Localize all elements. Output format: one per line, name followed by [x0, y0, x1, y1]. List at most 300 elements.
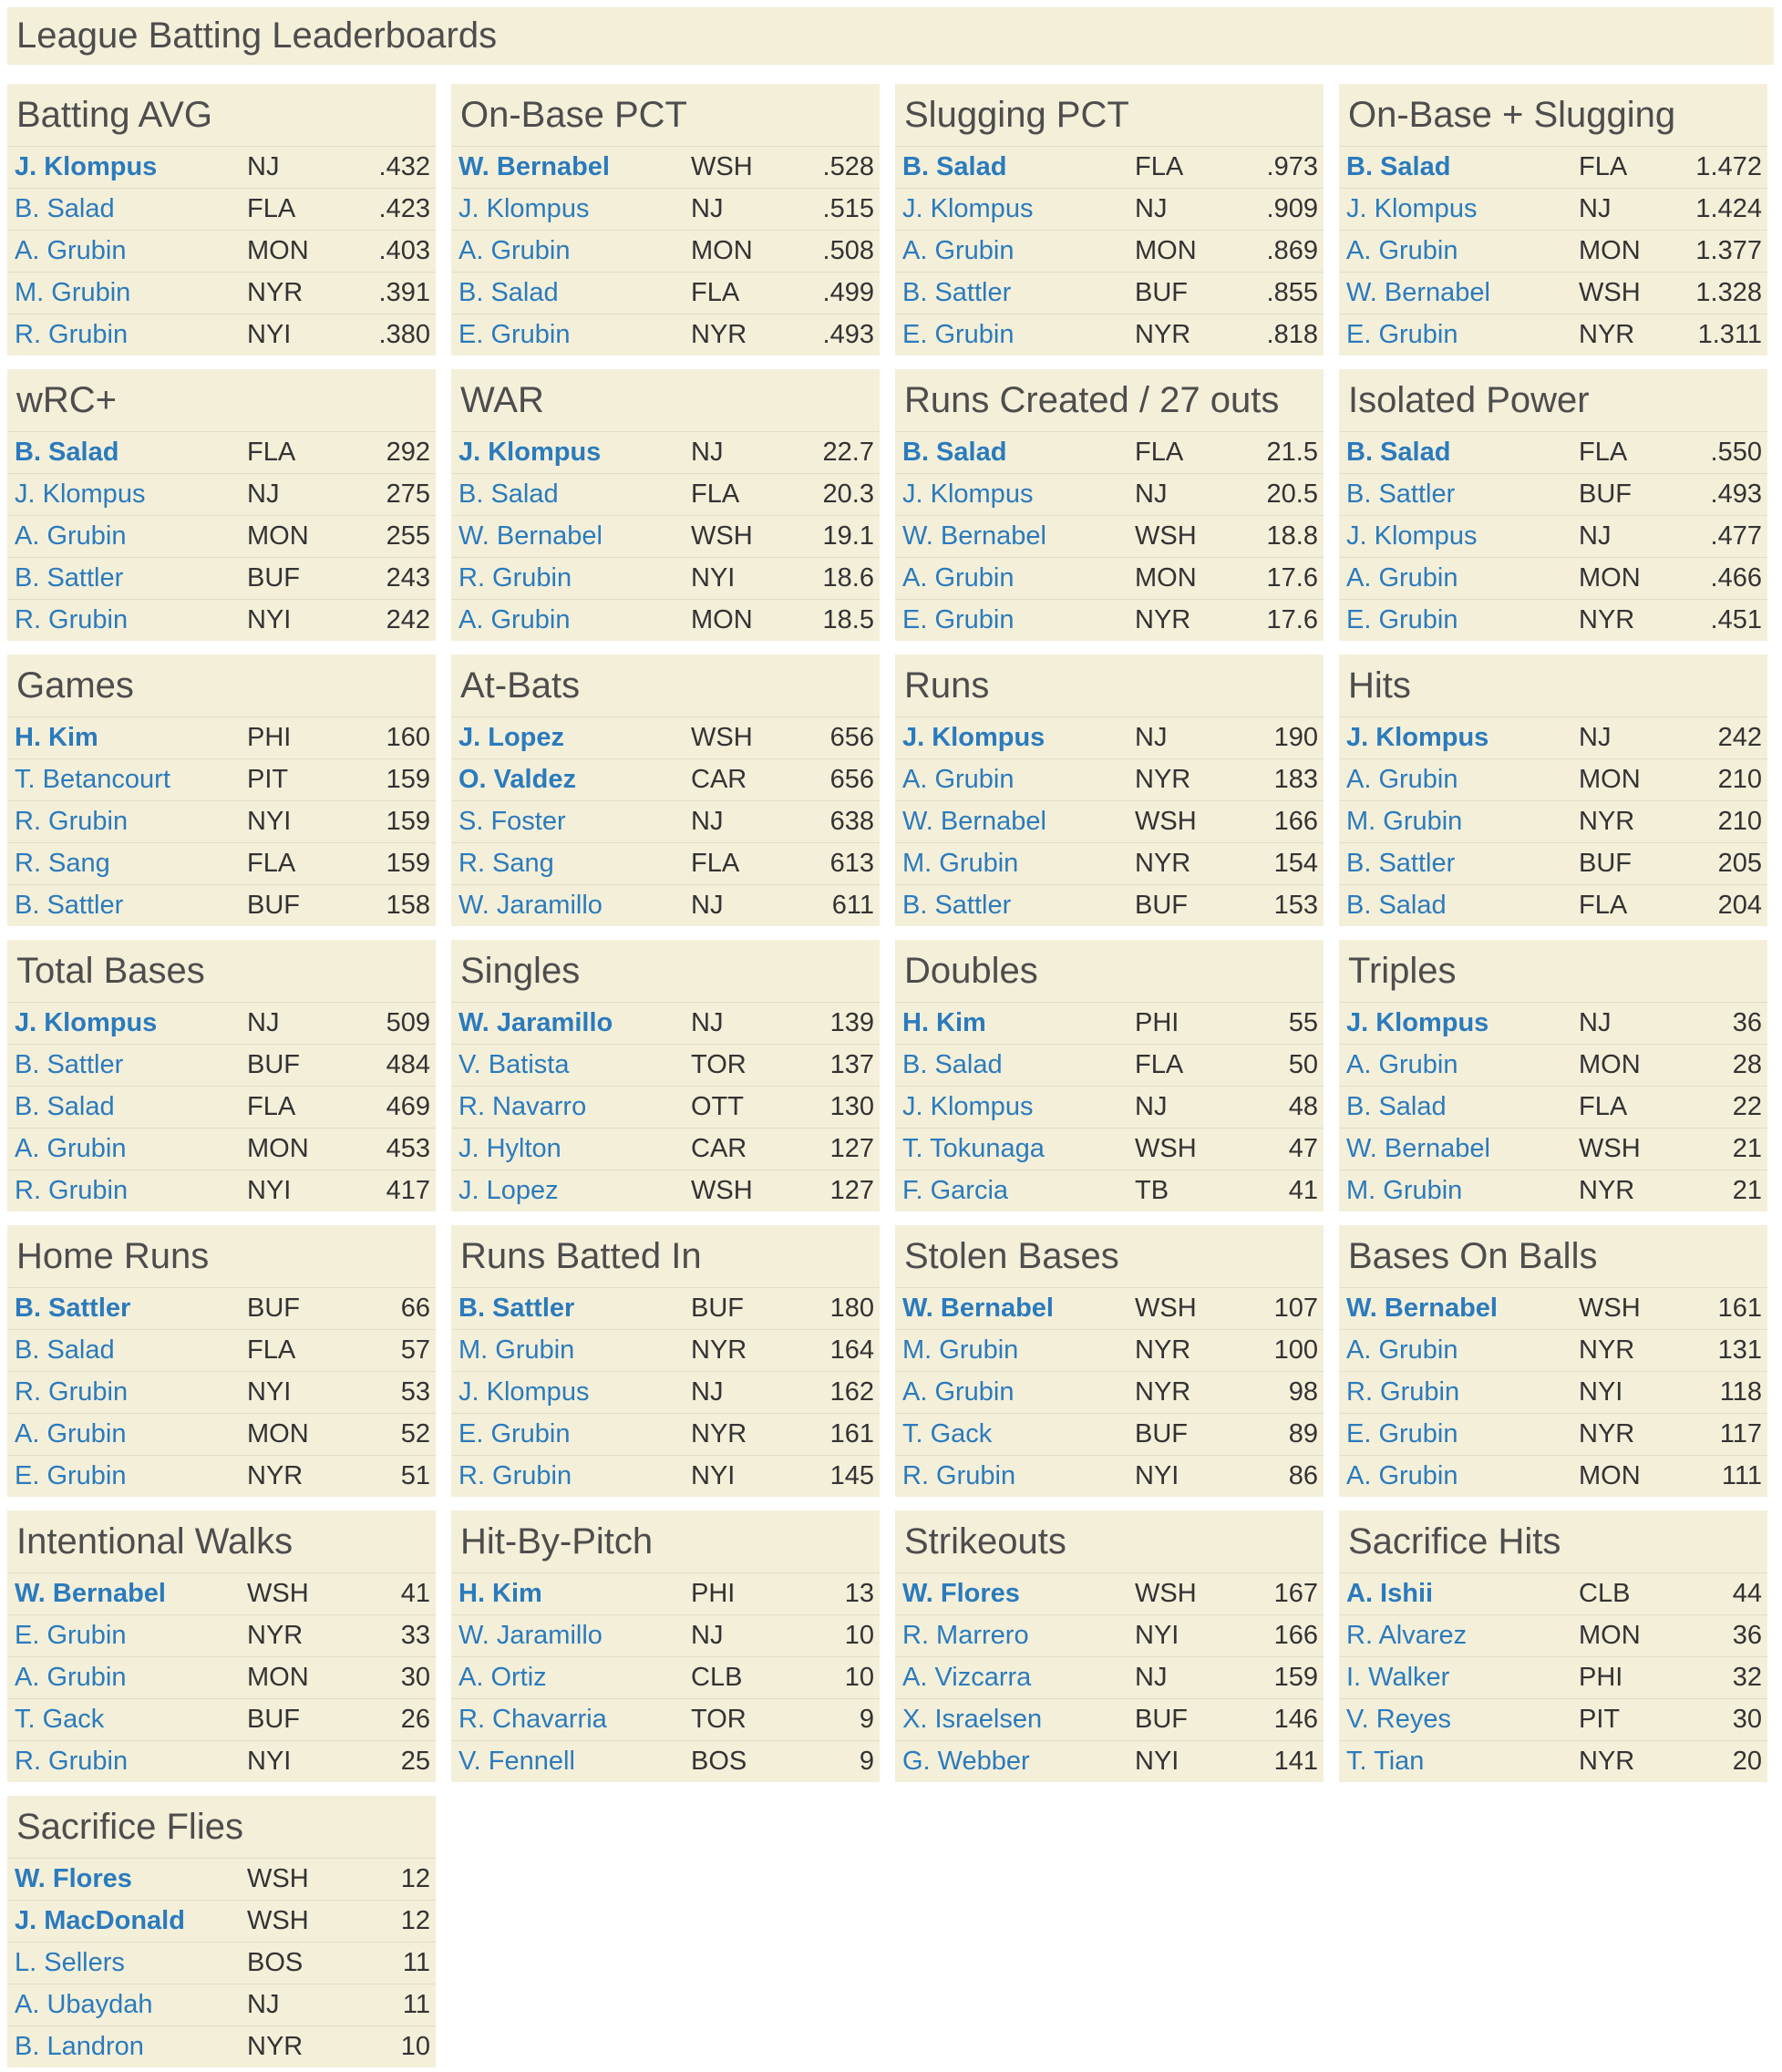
player-link[interactable]: J. Klompus [902, 479, 1034, 509]
leaderboard-panel [895, 84, 1324, 356]
leader-row [451, 557, 880, 599]
team-abbr: PHI [1135, 1008, 1179, 1037]
panel-title: WAR [460, 380, 544, 420]
leaderboard-panel [895, 1510, 1324, 1782]
team-abbr: NYR [247, 2032, 304, 2061]
player-link[interactable]: W. Jaramillo [458, 1008, 613, 1037]
team-abbr: NYR [247, 278, 304, 307]
player-link[interactable]: A. Grubin [1346, 1335, 1458, 1365]
stat-value: .380 [378, 320, 430, 349]
player-link[interactable]: R. Grubin [15, 1176, 129, 1205]
player-link[interactable]: E. Grubin [1346, 1419, 1458, 1448]
player-link[interactable]: B. Salad [15, 1335, 115, 1365]
player-link[interactable]: T. Betancourt [15, 765, 170, 794]
player-link[interactable]: B. Sattler [15, 1294, 131, 1323]
player-link[interactable]: B. Salad [458, 278, 559, 307]
player-link[interactable]: R. Grubin [15, 605, 129, 634]
player-link[interactable]: R. Chavarria [458, 1705, 607, 1734]
leader-row [7, 473, 436, 515]
team-abbr: BUF [1135, 278, 1188, 307]
player-link[interactable]: W. Jaramillo [458, 1621, 603, 1650]
leader-row [7, 1614, 436, 1656]
stat-value: 98 [1288, 1377, 1318, 1407]
team-abbr: CAR [691, 1134, 747, 1163]
leader-row [895, 1413, 1324, 1455]
player-link[interactable]: E. Grubin [1346, 605, 1458, 634]
player-link[interactable]: W. Flores [15, 1864, 132, 1893]
player-link[interactable]: A. Grubin [1346, 1461, 1458, 1490]
team-abbr: NYR [1135, 849, 1191, 878]
team-abbr: BUF [1135, 1705, 1188, 1734]
player-link[interactable]: B. Salad [458, 479, 559, 509]
player-link[interactable]: A. Grubin [902, 765, 1015, 794]
leader-row [895, 842, 1324, 884]
stat-value: 137 [829, 1050, 874, 1079]
leaderboard-panel [451, 655, 880, 926]
player-link[interactable]: W. Jaramillo [458, 891, 603, 920]
leader-row [895, 1614, 1324, 1656]
leader-row [895, 515, 1324, 557]
stat-value: .499 [822, 278, 874, 307]
player-link[interactable]: J. Klompus [902, 1092, 1034, 1121]
leader-row [7, 1858, 436, 1900]
player-link[interactable]: T. Gack [15, 1705, 105, 1734]
player-link[interactable]: B. Sattler [902, 891, 1012, 920]
player-link[interactable]: F. Garcia [902, 1176, 1009, 1205]
team-abbr: NYR [691, 320, 747, 349]
stat-value: 41 [400, 1579, 430, 1608]
team-abbr: BUF [1579, 849, 1632, 878]
player-link[interactable]: A. Grubin [15, 1134, 127, 1163]
stat-value: 18.5 [822, 605, 874, 634]
panel-title: Slugging PCT [904, 95, 1129, 135]
team-abbr: NYR [1579, 1335, 1635, 1365]
team-abbr: NJ [691, 807, 724, 836]
team-abbr: FLA [691, 849, 740, 878]
player-link[interactable]: J. Klompus [902, 723, 1046, 752]
stat-value: 145 [829, 1461, 874, 1490]
stat-value: .451 [1710, 605, 1762, 634]
leader-row [451, 1287, 880, 1329]
stat-value: 158 [386, 891, 430, 920]
stat-value: 52 [400, 1419, 430, 1448]
player-link[interactable]: E. Grubin [458, 1419, 571, 1448]
player-link[interactable]: R. Marrero [902, 1621, 1029, 1650]
player-link[interactable]: J. Klompus [1346, 521, 1478, 551]
player-link[interactable]: W. Bernabel [15, 1579, 166, 1608]
player-link[interactable]: B. Salad [902, 152, 1007, 181]
team-abbr: FLA [1579, 891, 1628, 920]
player-link[interactable]: A. Grubin [15, 1663, 127, 1692]
player-link[interactable]: J. Klompus [1346, 194, 1478, 223]
team-abbr: BUF [691, 1294, 744, 1323]
player-link[interactable]: W. Bernabel [458, 152, 610, 181]
player-link[interactable]: V. Batista [458, 1050, 570, 1079]
player-link[interactable]: J. Hylton [458, 1134, 561, 1163]
stat-value: 292 [386, 438, 430, 467]
stat-value: 183 [1273, 765, 1318, 794]
panel-title: Doubles [904, 951, 1038, 991]
stat-value: 164 [829, 1335, 874, 1365]
stat-value: 55 [1288, 1008, 1318, 1037]
player-link[interactable]: E. Grubin [1346, 320, 1458, 349]
leader-row [451, 1002, 880, 1044]
panel-title: Sacrifice Hits [1348, 1521, 1561, 1562]
player-link[interactable]: G. Webber [902, 1747, 1030, 1776]
leader-row [451, 1044, 880, 1086]
team-abbr: NJ [1135, 479, 1168, 509]
leader-row [895, 146, 1324, 188]
stat-value: 146 [1273, 1705, 1318, 1734]
leader-row [1339, 884, 1767, 926]
leader-row [895, 599, 1324, 641]
team-abbr: NJ [247, 152, 280, 181]
stat-value: 10 [400, 2032, 430, 2061]
player-link[interactable]: R. Grubin [458, 563, 572, 593]
stat-value: 243 [386, 563, 430, 593]
team-abbr: NJ [691, 194, 724, 223]
stat-value: .818 [1266, 320, 1318, 349]
player-link[interactable]: W. Bernabel [902, 807, 1046, 836]
player-link[interactable]: W. Bernabel [1346, 1134, 1490, 1163]
leader-row [895, 473, 1324, 515]
team-abbr: NYR [247, 1621, 304, 1650]
leader-row [451, 842, 880, 884]
player-link[interactable]: T. Tian [1346, 1747, 1425, 1776]
leader-row [7, 188, 436, 230]
player-link[interactable]: R. Grubin [15, 807, 129, 836]
stat-value: 66 [400, 1294, 430, 1323]
player-link[interactable]: A. Ubaydah [15, 1990, 153, 2019]
stat-value: 154 [1273, 849, 1318, 878]
team-abbr: NYI [247, 807, 292, 836]
team-abbr: MON [1579, 563, 1641, 593]
player-link[interactable]: J. Klompus [15, 479, 146, 509]
team-abbr: WSH [1135, 807, 1197, 836]
team-abbr: NYI [247, 605, 292, 634]
leader-row [1339, 1572, 1767, 1614]
stat-value: 417 [386, 1176, 430, 1205]
stat-value: 161 [829, 1419, 874, 1448]
stat-value: 159 [1273, 1663, 1318, 1692]
player-link[interactable]: W. Flores [902, 1579, 1020, 1608]
panel-title: At-Bats [460, 665, 581, 706]
team-abbr: NJ [1579, 1008, 1612, 1037]
team-abbr: NYR [1579, 320, 1635, 349]
player-link[interactable]: M. Grubin [902, 849, 1019, 878]
team-abbr: NYR [1135, 605, 1191, 634]
leader-row [895, 188, 1324, 230]
leader-row [7, 1002, 436, 1044]
leader-row [7, 1413, 436, 1455]
team-abbr: NYI [247, 1747, 292, 1776]
stat-value: 86 [1288, 1461, 1318, 1490]
team-abbr: BUF [247, 891, 300, 920]
player-link[interactable]: R. Sang [458, 849, 554, 878]
player-link[interactable]: J. Lopez [458, 723, 565, 752]
player-link[interactable]: B. Landron [15, 2032, 144, 2061]
leader-row [451, 599, 880, 641]
stat-value: 22.7 [822, 438, 874, 467]
leader-row [7, 599, 436, 641]
leader-row [7, 1371, 436, 1413]
leader-row [451, 1413, 880, 1455]
player-link[interactable]: J. Klompus [902, 194, 1034, 223]
leader-row [451, 1656, 880, 1698]
player-link[interactable]: B. Salad [1346, 152, 1451, 181]
player-link[interactable]: I. Walker [1346, 1663, 1450, 1692]
player-link[interactable]: B. Sattler [15, 891, 124, 920]
player-link[interactable]: A. Grubin [1346, 765, 1458, 794]
leaderboard-panel [895, 369, 1324, 641]
player-link[interactable]: A. Grubin [902, 1377, 1015, 1407]
player-link[interactable]: A. Grubin [1346, 563, 1458, 593]
leader-row [1339, 1044, 1767, 1086]
leader-row [1339, 1455, 1767, 1497]
player-link[interactable]: J. Klompus [458, 438, 602, 467]
player-link[interactable]: J. Klompus [458, 1377, 590, 1407]
player-link[interactable]: R. Grubin [15, 1377, 129, 1407]
team-abbr: NYR [1135, 1335, 1191, 1365]
team-abbr: NYR [1135, 765, 1191, 794]
player-link[interactable]: W. Bernabel [458, 521, 603, 551]
leader-row [451, 188, 880, 230]
leader-row [7, 716, 436, 758]
player-link[interactable]: B. Salad [15, 438, 119, 467]
leader-row [451, 230, 880, 272]
stat-value: 167 [1273, 1579, 1318, 1608]
player-link[interactable]: E. Grubin [902, 605, 1015, 634]
player-link[interactable]: A. Grubin [458, 605, 571, 634]
team-abbr: MON [1135, 563, 1197, 593]
player-link[interactable]: X. Israelsen [902, 1705, 1043, 1734]
player-link[interactable]: B. Sattler [15, 563, 124, 593]
team-abbr: NYR [1579, 807, 1635, 836]
team-abbr: NJ [691, 1377, 724, 1407]
player-link[interactable]: R. Grubin [1346, 1377, 1460, 1407]
team-abbr: FLA [247, 1092, 296, 1121]
player-link[interactable]: A. Grubin [1346, 1050, 1458, 1079]
leader-row [7, 1287, 436, 1329]
stat-value: 130 [829, 1092, 874, 1121]
stat-value: .493 [1710, 479, 1762, 509]
leader-row [451, 1329, 880, 1371]
player-link[interactable]: B. Sattler [902, 278, 1012, 307]
stat-value: 275 [386, 479, 430, 509]
leader-row [895, 1572, 1324, 1614]
player-link[interactable]: M. Grubin [1346, 1176, 1463, 1205]
leader-row [895, 1044, 1324, 1086]
player-link[interactable]: A. Ortiz [458, 1663, 547, 1692]
leader-row [1339, 1614, 1767, 1656]
player-link[interactable]: J. Klompus [1346, 723, 1489, 752]
team-abbr: NJ [1579, 194, 1612, 223]
player-link[interactable]: J. MacDonald [15, 1906, 185, 1935]
leaderboard-panel [1339, 655, 1767, 926]
player-link[interactable]: S. Foster [458, 807, 566, 836]
leader-row [895, 1371, 1324, 1413]
leader-row [1339, 1002, 1767, 1044]
leader-row [7, 2026, 436, 2067]
player-link[interactable]: W. Bernabel [902, 1294, 1054, 1323]
team-abbr: FLA [691, 479, 740, 509]
team-abbr: FLA [247, 194, 296, 223]
player-link[interactable]: M. Grubin [15, 278, 131, 307]
player-link[interactable]: M. Grubin [458, 1335, 575, 1365]
stat-value: 1.328 [1695, 278, 1762, 307]
player-link[interactable]: J. Klompus [15, 1008, 158, 1037]
leaderboard-panel [1339, 1510, 1767, 1782]
team-abbr: MON [691, 236, 753, 265]
player-link[interactable]: M. Grubin [1346, 807, 1463, 836]
leader-row [1339, 842, 1767, 884]
player-link[interactable]: V. Fennell [458, 1747, 575, 1776]
player-link[interactable]: R. Grubin [902, 1461, 1016, 1490]
player-link[interactable]: B. Sattler [1346, 479, 1456, 509]
player-link[interactable]: A. Grubin [458, 236, 571, 265]
player-link[interactable]: J. Lopez [458, 1176, 559, 1205]
player-link[interactable]: A. Vizcarra [902, 1663, 1032, 1692]
team-abbr: FLA [1135, 438, 1184, 467]
leader-row [895, 1698, 1324, 1740]
team-abbr: FLA [1579, 152, 1628, 181]
player-link[interactable]: V. Reyes [1346, 1705, 1451, 1734]
player-link[interactable]: A. Grubin [15, 236, 127, 265]
player-link[interactable]: B. Sattler [458, 1294, 575, 1323]
team-abbr: NJ [691, 1008, 724, 1037]
stat-value: 638 [829, 807, 874, 836]
player-link[interactable]: M. Grubin [902, 1335, 1019, 1365]
player-link[interactable]: E. Grubin [458, 320, 571, 349]
player-link[interactable]: A. Grubin [902, 236, 1015, 265]
player-link[interactable]: H. Kim [15, 723, 98, 752]
stat-value: 12 [400, 1864, 430, 1893]
leader-row [451, 884, 880, 926]
team-abbr: FLA [247, 1335, 296, 1365]
leader-row [1339, 599, 1767, 641]
team-abbr: BUF [1135, 891, 1188, 920]
team-abbr: MON [1579, 765, 1641, 794]
team-abbr: NYI [247, 320, 292, 349]
player-link[interactable]: R. Navarro [458, 1092, 587, 1121]
player-link[interactable]: B. Sattler [15, 1050, 124, 1079]
team-abbr: PIT [247, 765, 289, 794]
player-link[interactable]: A. Grubin [15, 1419, 127, 1448]
player-link[interactable]: E. Grubin [902, 320, 1015, 349]
leader-row [1339, 314, 1767, 356]
team-abbr: CAR [691, 765, 747, 794]
team-abbr: WSH [691, 152, 753, 181]
player-link[interactable]: J. Klompus [458, 194, 590, 223]
player-link[interactable]: J. Klompus [1346, 1008, 1489, 1037]
player-link[interactable]: A. Grubin [1346, 236, 1458, 265]
player-link[interactable]: A. Grubin [902, 563, 1015, 593]
stat-value: 117 [1719, 1419, 1762, 1448]
player-link[interactable]: R. Grubin [15, 1747, 129, 1776]
player-link[interactable]: H. Kim [902, 1008, 986, 1037]
team-abbr: NYI [247, 1176, 292, 1205]
player-link[interactable]: O. Valdez [458, 765, 576, 794]
stat-value: 36 [1732, 1621, 1762, 1650]
stat-value: .550 [1710, 438, 1762, 467]
player-link[interactable]: B. Salad [1346, 438, 1451, 467]
team-abbr: NJ [1579, 723, 1612, 752]
player-link[interactable]: R. Grubin [458, 1461, 572, 1490]
panel-title: Runs Created / 27 outs [904, 380, 1280, 420]
team-abbr: PIT [1579, 1705, 1621, 1734]
player-link[interactable]: B. Salad [902, 438, 1007, 467]
stat-value: 30 [1732, 1705, 1762, 1734]
stat-value: 44 [1732, 1579, 1762, 1608]
panel-title: wRC+ [16, 380, 118, 420]
team-abbr: FLA [1135, 152, 1184, 181]
player-link[interactable]: B. Salad [15, 1092, 115, 1121]
player-link[interactable]: B. Salad [1346, 891, 1447, 920]
player-link[interactable]: W. Bernabel [1346, 278, 1490, 307]
leaderboard-panel [895, 940, 1324, 1211]
team-abbr: MON [1579, 1621, 1641, 1650]
player-link[interactable]: B. Salad [15, 194, 115, 223]
player-link[interactable]: B. Salad [1346, 1092, 1447, 1121]
panel-title: Triples [1348, 951, 1457, 991]
stat-value: 1.472 [1695, 152, 1762, 181]
player-link[interactable]: A. Grubin [15, 521, 127, 551]
stat-value: 9 [859, 1705, 874, 1734]
leader-row [1339, 800, 1767, 842]
player-link[interactable]: H. Kim [458, 1579, 542, 1608]
leader-row [451, 1740, 880, 1782]
player-link[interactable]: J. Klompus [15, 152, 158, 181]
stat-value: 28 [1732, 1050, 1762, 1079]
leader-row [7, 314, 436, 356]
leader-row [1339, 1170, 1767, 1211]
player-link[interactable]: W. Bernabel [1346, 1294, 1498, 1323]
leader-row [451, 758, 880, 800]
leaderboard-panel [7, 1225, 436, 1497]
player-link[interactable]: R. Alvarez [1346, 1621, 1468, 1650]
stat-value: 53 [400, 1377, 430, 1407]
panel-title: Hits [1348, 665, 1411, 706]
player-link[interactable]: L. Sellers [15, 1948, 125, 1977]
team-abbr: NJ [1135, 1663, 1168, 1692]
player-link[interactable]: W. Bernabel [902, 521, 1046, 551]
leaderboard-panel [451, 369, 880, 641]
leader-row [1339, 1656, 1767, 1698]
leaderboard-panel [451, 1225, 880, 1497]
stat-value: 25 [400, 1747, 430, 1776]
stat-value: 18.8 [1266, 521, 1318, 551]
player-link[interactable]: R. Grubin [15, 320, 129, 349]
player-link[interactable]: T. Gack [902, 1419, 993, 1448]
player-link[interactable]: E. Grubin [15, 1461, 127, 1490]
player-link[interactable]: T. Tokunaga [902, 1134, 1045, 1163]
team-abbr: WSH [1135, 521, 1197, 551]
player-link[interactable]: R. Sang [15, 849, 110, 878]
player-link[interactable]: B. Salad [902, 1050, 1003, 1079]
player-link[interactable]: E. Grubin [15, 1621, 127, 1650]
player-link[interactable]: B. Sattler [1346, 849, 1456, 878]
stat-value: 107 [1273, 1294, 1318, 1323]
stat-value: .477 [1710, 521, 1762, 551]
player-link[interactable]: A. Ishii [1346, 1579, 1434, 1608]
stat-value: 41 [1288, 1176, 1318, 1205]
panel-title: Singles [460, 951, 581, 991]
team-abbr: NYI [691, 563, 736, 593]
team-abbr: PHI [247, 723, 292, 752]
team-abbr: TOR [691, 1050, 747, 1079]
team-abbr: FLA [247, 438, 296, 467]
team-abbr: CLB [691, 1663, 743, 1692]
